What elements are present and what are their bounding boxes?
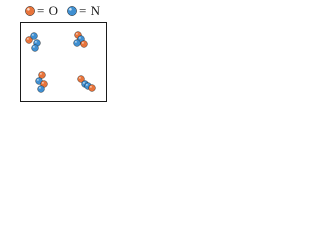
legend-prefix-nitrogen: = <box>79 3 90 18</box>
atom-highlight <box>86 84 88 86</box>
oxygen-atom-icon <box>24 5 36 17</box>
nitrogen-atom-icon <box>31 33 38 40</box>
legend <box>0 2 131 20</box>
atom-highlight <box>82 42 84 44</box>
legend-item-oxygen <box>24 2 58 20</box>
legend-item-nitrogen <box>66 2 100 20</box>
atom-highlight <box>27 38 29 40</box>
nitrogen-atom-icon <box>74 40 81 47</box>
atom-highlight <box>42 82 44 84</box>
atom-highlight <box>33 46 35 48</box>
atom-highlight <box>79 77 81 79</box>
oxygen-atom-icon <box>39 72 46 79</box>
atom-highlight <box>83 82 85 84</box>
molecule-top-right <box>74 32 88 48</box>
legend-label-oxygen: O <box>48 3 58 18</box>
atom-highlight <box>79 37 81 39</box>
nitrogen-atom-icon <box>32 45 39 52</box>
nitrogen-atom-icon <box>38 86 45 93</box>
atom-highlight <box>35 41 37 43</box>
reaction-container-box <box>20 22 107 102</box>
atom-highlight <box>39 87 41 89</box>
atom-highlight <box>32 34 34 36</box>
nitrogen-atom-icon <box>66 5 78 17</box>
oxygen-atom-icon <box>89 85 96 92</box>
legend-prefix-oxygen: = <box>37 3 48 18</box>
atom-highlight <box>75 41 77 43</box>
molecule-bottom-left <box>36 72 48 93</box>
molecule-nitrogen-dioxide-top-left <box>26 33 41 52</box>
atom-highlight <box>37 79 39 81</box>
molecule-diagram <box>21 23 106 101</box>
atom-highlight <box>40 73 42 75</box>
oxygen-atom-icon <box>81 41 88 48</box>
legend-label-nitrogen: N <box>90 3 100 18</box>
molecule-bottom-right <box>78 76 96 92</box>
atom-highlight <box>76 33 78 35</box>
atom-highlight <box>90 86 92 88</box>
